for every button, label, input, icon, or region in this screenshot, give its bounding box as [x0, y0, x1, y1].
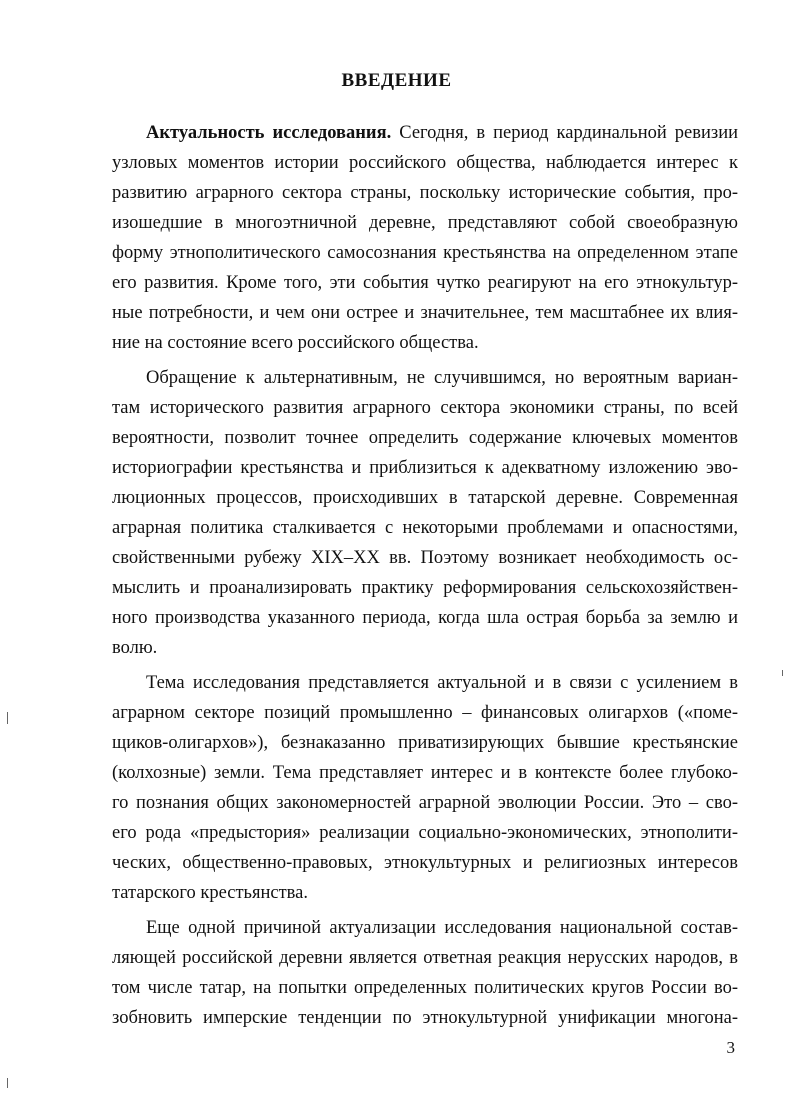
paragraph-2-line-10: волю.	[112, 638, 158, 658]
paragraph-4-line-1: Еще одной причиной актуализации исследования национальной состав-	[146, 918, 738, 938]
scan-artifact-mark	[7, 712, 8, 724]
paragraph-2-line-3: вероятности, позволит точнее определить содержание ключевых моментов	[112, 428, 738, 448]
paragraph-2-line-5: люционных процессов, происходивших в татарской деревне. Современная	[112, 488, 738, 508]
paragraph-2-line-7: свойственными рубежу XIX–XX вв. Поэтому возникает необходимость ос-	[112, 548, 738, 568]
body-text	[112, 118, 738, 1033]
paragraph-1-line-6: его развития. Кроме того, эти события чутко реагируют на его этнокультур-	[112, 273, 738, 293]
paragraph-1-line-3: развитию аграрного сектора страны, поскольку исторические события, про-	[112, 183, 738, 203]
paragraph-1-line-4: изошедшие в многоэтничной деревне, представляют собой своеобразную	[112, 213, 738, 233]
paragraph-1-line-1-text: Сегодня, в период кардинальной ревизии	[391, 123, 738, 143]
paragraph-2-line-8: мыслить и проанализировать практику реформирования сельскохозяйствен-	[112, 578, 738, 598]
paragraph-4-line-2: ляющей российской деревни является ответная реакция нерусских народов, в	[112, 948, 738, 968]
paragraph-3-line-1: Тема исследования представляется актуальной и в связи с усилением в	[146, 673, 738, 693]
page-title: ВВЕДЕНИЕ	[341, 70, 452, 91]
paragraph-4-line-3: том числе татар, на попытки определенных политических кругов России во-	[112, 978, 738, 998]
paragraph-3-line-6: его рода «предыстория» реализации социально-экономических, этнополити-	[112, 823, 738, 843]
paragraph-1-line-7: ные потребности, и чем они острее и значительнее, тем масштабнее их влия-	[112, 303, 738, 323]
paragraph-2-line-4: историографии крестьянства и приблизиться к адекватному изложению эво-	[112, 458, 738, 478]
scan-artifact-mark	[782, 670, 783, 676]
paragraph-3-line-3: щиков-олигархов»), безнаказанно приватизирующих бывшие крестьянские	[112, 733, 738, 753]
paragraph-3-line-8: татарского крестьянства.	[112, 883, 309, 903]
paragraph-2-line-6: аграрная политика сталкивается с некоторыми проблемами и опасностями,	[112, 518, 738, 538]
paragraph-3-line-7: ческих, общественно-правовых, этнокультурных и религиозных интересов	[112, 853, 738, 873]
paragraph-2-line-1: Обращение к альтернативным, не случившимся, но вероятным вариан-	[146, 368, 738, 388]
paragraph-1-line-5: форму этнополитического самосознания крестьянства на определенном этапе	[112, 243, 738, 263]
paragraph-3-line-2: аграрном секторе позиций промышленно – финансовых олигархов («поме-	[112, 703, 738, 723]
scan-artifact-mark	[7, 1078, 8, 1088]
paragraph-3-line-4: (колхозные) земли. Тема представляет интерес и в контексте более глубоко-	[112, 763, 738, 783]
page-number: 3	[726, 1038, 735, 1057]
lead-heading: Актуальность исследования.	[146, 123, 392, 143]
paragraph-1-line-8: ние на состояние всего российского общества.	[112, 333, 479, 353]
paragraph-3-line-5: го познания общих закономерностей аграрной эволюции России. Это – сво-	[112, 793, 738, 813]
paragraph-1-line-2: узловых моментов истории российского общества, наблюдается интерес к	[112, 153, 738, 173]
paragraph-2-line-9: ного производства указанного периода, когда шла острая борьба за землю и	[112, 608, 738, 628]
paragraph-1-line-1	[112, 118, 738, 148]
paragraph-4-line-4: зобновить имперские тенденции по этнокультурной унификации многона-	[112, 1008, 738, 1028]
paragraph-2-line-2: там исторического развития аграрного сектора экономики страны, по всей	[112, 398, 738, 418]
